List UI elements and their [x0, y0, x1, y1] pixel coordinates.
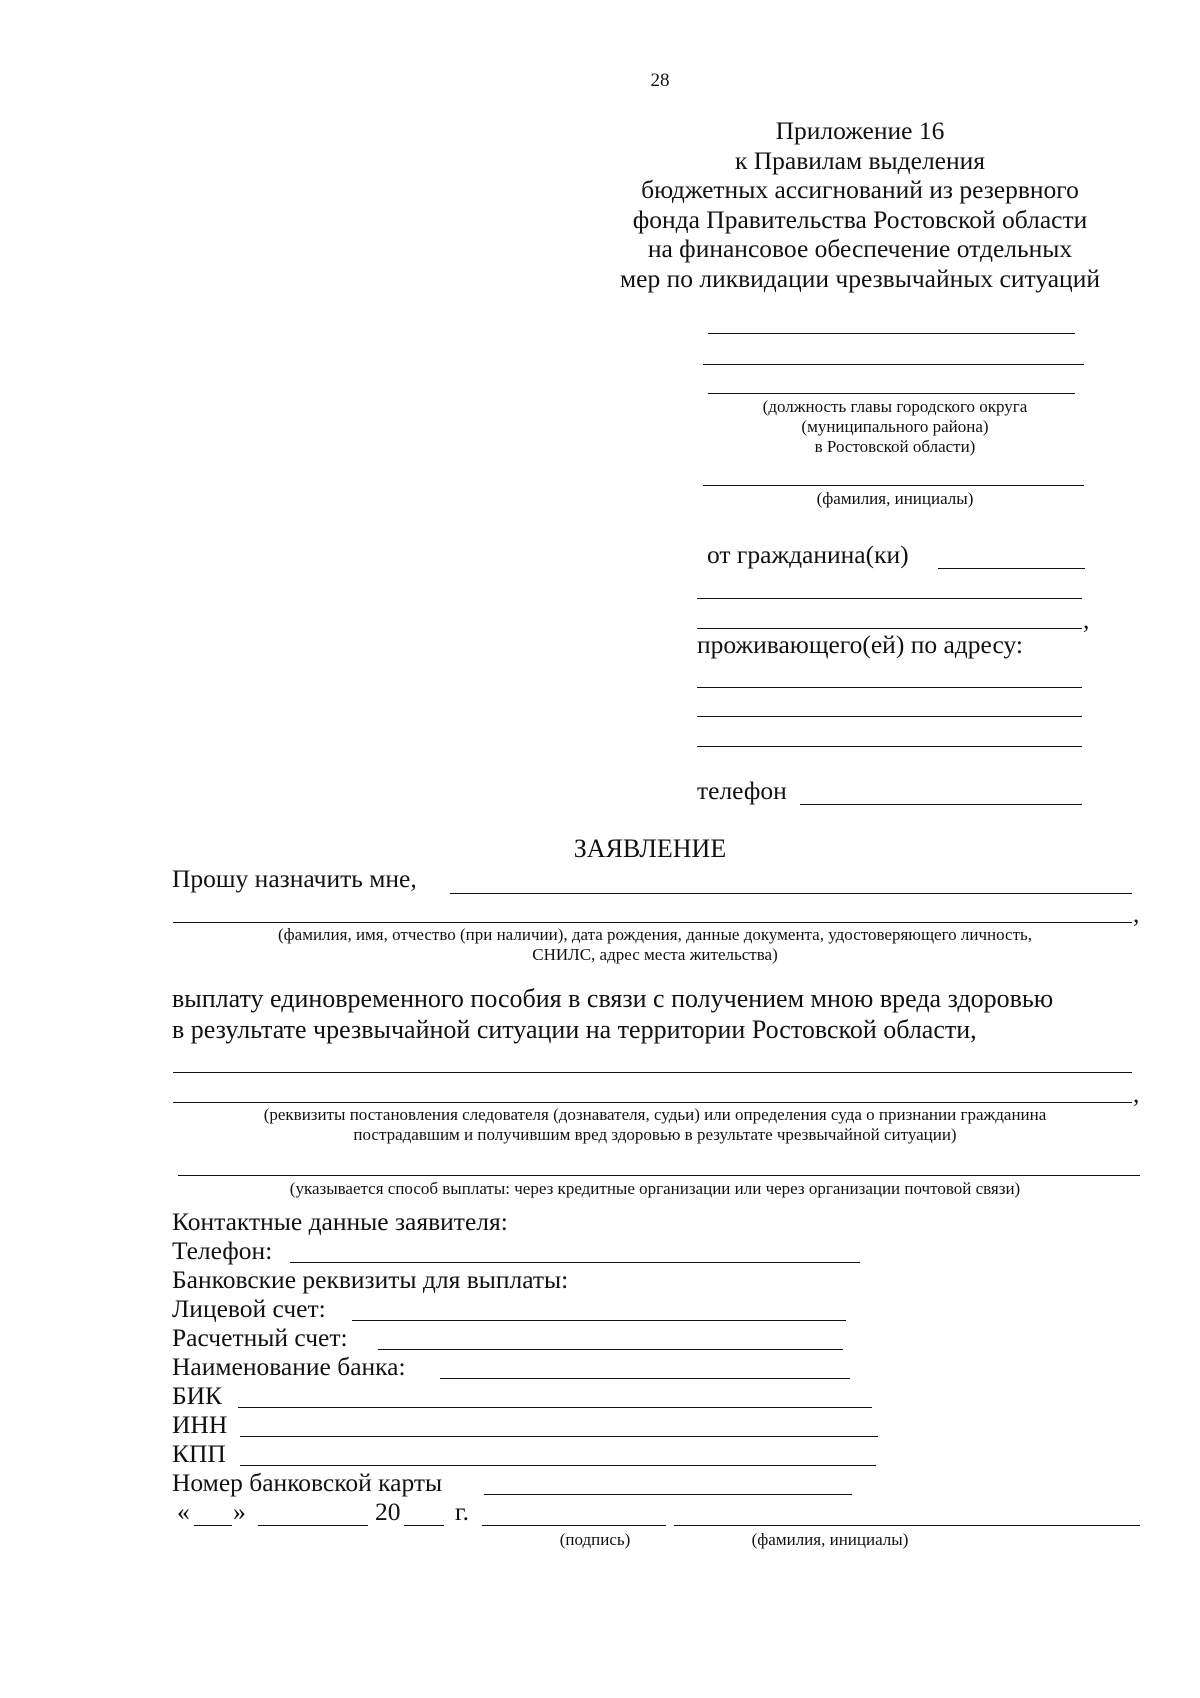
appendix-line: фонда Правительства Ростовской области	[632, 204, 1088, 234]
personal-account-line[interactable]	[352, 1320, 846, 1321]
date-year-line[interactable]	[404, 1525, 444, 1526]
page-number: 28	[650, 70, 670, 91]
body-line: в результате чрезвычайной ситуации на территории Ростовской области,	[172, 1015, 977, 1044]
address-label: проживающего(ей) по адресу:	[697, 630, 1023, 659]
kpp-line[interactable]	[240, 1465, 876, 1466]
from-citizen-line-inline[interactable]	[938, 568, 1085, 569]
from-citizen-line-3[interactable]	[697, 628, 1082, 629]
body-line: выплату единовременного пособия в связи с получением мною вреда здоровью	[172, 984, 1054, 1013]
details-line-2[interactable]	[173, 1102, 1132, 1103]
caption-line: (должность главы городского округа	[762, 397, 1028, 416]
kpp-label: КПП	[172, 1439, 226, 1468]
bik-label: БИК	[172, 1381, 223, 1410]
date-close-quote: »	[233, 1497, 246, 1526]
card-number-label: Номер банковской карты	[172, 1468, 443, 1497]
signer-name-line[interactable]	[674, 1525, 1140, 1526]
address-line-1[interactable]	[697, 687, 1082, 688]
signature-line[interactable]	[482, 1525, 666, 1526]
comma-mark: ,	[1083, 605, 1090, 634]
personal-account-label: Лицевой счет:	[172, 1294, 326, 1323]
phone-label: телефон	[697, 776, 787, 805]
date-year-prefix: 20	[375, 1497, 401, 1526]
date-month-line[interactable]	[258, 1525, 368, 1526]
date-year-suffix: г.	[455, 1497, 469, 1526]
phone-line[interactable]	[800, 804, 1082, 805]
inn-label: ИНН	[172, 1410, 228, 1439]
addressee-name-line[interactable]	[703, 485, 1084, 486]
comma-mark: ,	[1133, 1079, 1140, 1108]
appendix-line: Приложение 16	[775, 116, 945, 145]
appendix-line: мер по ликвидации чрезвычайных ситуаций	[620, 263, 1100, 293]
from-citizen-line-2[interactable]	[697, 598, 1082, 599]
address-line-3[interactable]	[697, 746, 1082, 747]
position-line-2[interactable]	[703, 364, 1084, 365]
caption-line: в Ростовской области)	[814, 437, 976, 456]
appendix-line: на финансовое обеспечение отдельных	[647, 234, 1073, 263]
request-line-inline[interactable]	[450, 893, 1132, 894]
from-citizen-label: от гражданина(ки)	[707, 540, 909, 569]
signer-name-caption: (фамилия, инициалы)	[751, 1530, 909, 1549]
caption-line: пострадавшим и получившим вред здоровью в результате чрезвычайной ситуации)	[353, 1125, 957, 1144]
settlement-account-line[interactable]	[378, 1349, 843, 1350]
details-caption	[175, 1105, 1135, 1145]
card-number-line[interactable]	[484, 1494, 852, 1495]
appendix-line: бюджетных ассигнований из резервного	[641, 175, 1079, 204]
contacts-header: Контактные данные заявителя:	[172, 1207, 508, 1236]
position-caption	[700, 397, 1090, 457]
payment-method-line[interactable]	[178, 1175, 1140, 1176]
details-line-1[interactable]	[173, 1072, 1132, 1073]
date-open-quote: «	[177, 1497, 190, 1526]
position-line-3[interactable]	[708, 393, 1075, 394]
appendix-line: к Правилам выделения	[734, 145, 986, 175]
payment-caption: (указывается способ выплаты: через кредитные организации или через организации почтовой связи)	[289, 1179, 1021, 1198]
contact-phone-label: Телефон:	[172, 1236, 273, 1265]
appendix-heading	[580, 116, 1140, 293]
position-line-1[interactable]	[708, 333, 1075, 334]
caption-line: (реквизиты постановления следователя (дознавателя, судьи) или определения суда о признании гражданина	[263, 1105, 1047, 1124]
request-label: Прошу назначить мне,	[172, 864, 417, 893]
settlement-account-label: Расчетный счет:	[172, 1323, 348, 1352]
address-line-2[interactable]	[697, 716, 1082, 717]
caption-line: (фамилия, имя, отчество (при наличии), дата рождения, данные документа, удостоверяющего личность,	[277, 925, 1033, 944]
comma-mark: ,	[1133, 899, 1140, 928]
bik-line[interactable]	[238, 1407, 872, 1408]
bank-name-label: Наименование банка:	[172, 1352, 406, 1381]
contact-phone-line[interactable]	[290, 1262, 860, 1263]
bank-header: Банковские реквизиты для выплаты:	[172, 1265, 569, 1294]
bank-name-line[interactable]	[440, 1378, 850, 1379]
statement-body	[172, 983, 1053, 1045]
signature-caption: (подпись)	[559, 1530, 631, 1549]
inn-line[interactable]	[240, 1436, 878, 1437]
date-day-line[interactable]	[194, 1525, 232, 1526]
caption-line: (муниципального района)	[801, 417, 989, 436]
request-line-2[interactable]	[173, 922, 1132, 923]
addressee-name-caption: (фамилия, инициалы)	[816, 489, 974, 508]
caption-line: СНИЛС, адрес места жительства)	[532, 945, 778, 964]
statement-title: ЗАЯВЛЕНИЕ	[573, 834, 727, 863]
person-caption	[175, 925, 1135, 965]
